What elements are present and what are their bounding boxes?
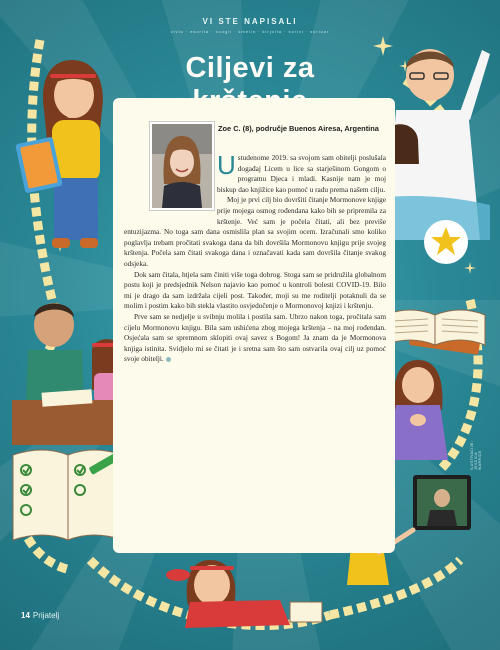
article-paragraph-3: Dok sam čitala, htjela sam činiti više toga dobrog. Stoga sam se pridružila globalnom postu koji je predsjednik Nelson najavio kao pomoć u kontroli bolesti COVID-19. Bilo mi je drago da sam izdržala cijeli post. Također, moji su me roditelji potaknuli da se molim i postim kako bih stekla vlastito osvjedočenje o Mormonovoj knjizi i krštenju. xyxy=(124,269,386,311)
photo-wrap-spacer xyxy=(124,153,217,217)
paragraph-1-text: studenome 2019. sa svojom sam obitelji poslušala događaj Licem u lice sa starješinom Gongom o programu Djeca i mladi. Kasnije nam je moj biskup dao knjižice kao pomoć u radu prema našem cilju. xyxy=(217,153,386,194)
page-number: 14 xyxy=(21,611,30,620)
section-kicker-translations: vivlo · escrita · scogli · smelin · kirjoita · scrivi · skriuar xyxy=(170,29,330,34)
girl-reading-on-floor-illustration xyxy=(150,540,330,630)
page-title: Ciljevi za xyxy=(185,52,315,84)
author-byline: Zoe C. (8), područje Buenos Airesa, Argentina xyxy=(218,124,379,133)
end-mark-icon xyxy=(166,357,171,362)
scripture-books-illustration xyxy=(380,285,490,365)
reading-checklist-illustration xyxy=(8,440,128,545)
article-paragraph-2: Moj je prvi cilj bio dovršiti čitanje Mormonove knjige prije mojega osmog rođendana kako bih se pripremila za krštenje. Već sam je počela čitati, ali bez previše entuzijazma. No toga sam dana osmislila plan sa svojim ocem. Izračunali smo koliko poglavlja trebam pročitati svakoga dana da bih dovršila Mormonovu knjigu prije svojeg krštenja. Počela sam čitati svakoga dana i označavati kada sam dovršila čitanje svakog odsjeka. xyxy=(124,195,386,268)
article-body xyxy=(124,150,386,365)
paragraph-4-text: Prve sam se nedjelje u svibnju molila i postila sam. Ubrzo nakon toga, pročitala sam cijelu Mormonovu knjigu. Bila sam ushićena zbog mojega krštenja – na moj rođendan. Osjećala sam se spremnom sklopiti ovaj savez s Bogom! Ja znam da je Mormonova knjiga istinita. Svidjelo mi se čitati je i sretna sam što sam ostvarila ovaj cilj uz pomoć svoje obitelji. xyxy=(124,311,386,364)
drop-cap: U xyxy=(217,150,236,180)
page-footer xyxy=(21,611,59,620)
magazine-name: Prijatelj xyxy=(32,611,60,620)
star-badge-icon xyxy=(422,218,470,266)
section-kicker: VI STE NAPISALI xyxy=(202,17,298,26)
article-paragraph-4 xyxy=(124,312,386,365)
illustration-credit: ILUSTRACIJE: JESSICA WARRICK xyxy=(470,440,482,470)
